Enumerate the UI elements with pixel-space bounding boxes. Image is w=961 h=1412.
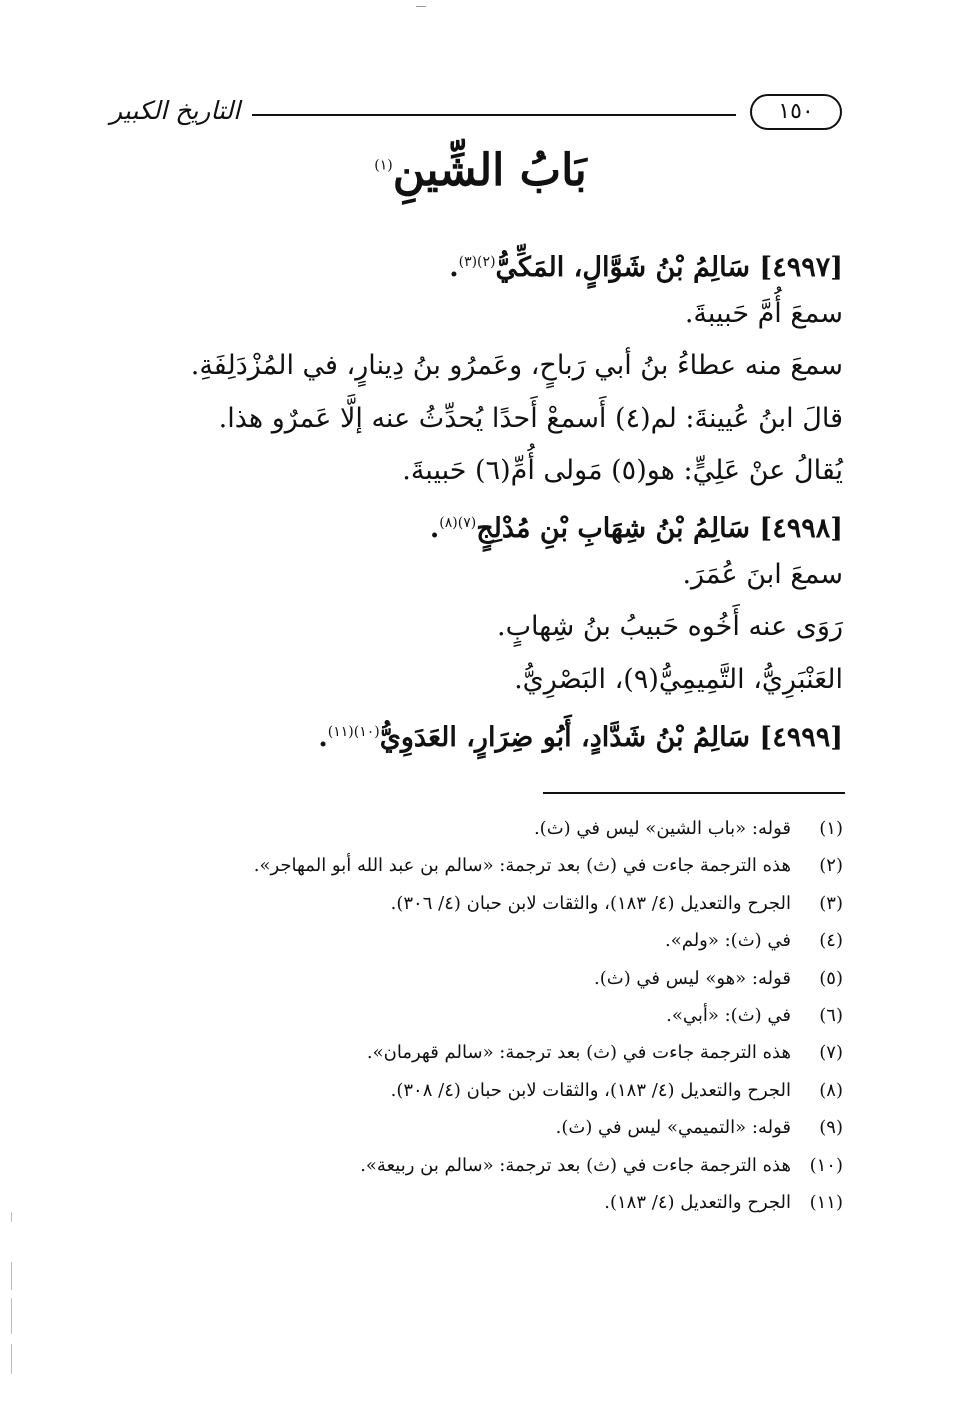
page-header: [104, 92, 846, 136]
footnote-separator: [543, 792, 845, 794]
footnote-text: قوله: «باب الشين» ليس في (ث).: [533, 818, 791, 839]
entry-name: سَالِمُ بْنُ شَدَّادٍ، أَبُو ضِرَارٍ، العَدَوِيُّ: [379, 721, 751, 753]
footnote-number: (١): [819, 818, 843, 839]
entry-footnote-refs: (٧)(٨): [439, 514, 477, 531]
footnote: [123, 1034, 843, 1071]
margin-mark: [11, 1344, 12, 1374]
header-rule: [252, 114, 736, 116]
footnote: [123, 1147, 843, 1184]
text-line: سمعَ ابنَ عُمَرَ.: [682, 559, 843, 591]
biography-entry-heading: [123, 706, 843, 758]
entry-number: [٤٩٩٨]: [759, 512, 843, 544]
footnote: [123, 885, 843, 922]
footnote-number: (٤): [819, 930, 843, 952]
biography-entry-heading: [123, 236, 843, 288]
footnote-number: (٦): [819, 1004, 843, 1026]
footnote-text: هذه الترجمة جاءت في (ث) بعد ترجمة: «سالم بن عبد الله أبو المهاجر».: [253, 855, 791, 877]
margin-mark: [11, 1298, 12, 1334]
text-line: رَوَى عنه أَخُوه حَبيبُ بنُ شِهابٍ.: [496, 611, 843, 643]
biography-entry-heading: [123, 497, 843, 549]
text-line: يُقالُ عنْ عَلِيٍّ: هو(٥) مَولى أُمِّ(٦) حَبيبةَ.: [402, 454, 843, 486]
footnote-text: هذه الترجمة جاءت في (ث) بعد ترجمة: «سالم قهرمان».: [366, 1042, 791, 1064]
footnote: [123, 847, 843, 884]
footnote-text: في (ث): «أبي».: [666, 1004, 791, 1026]
running-title: التاريخ الكبير: [110, 96, 241, 125]
main-text: [123, 236, 843, 758]
chapter-title: [0, 145, 961, 196]
entry-end-mark: .: [318, 721, 328, 753]
footnote: [123, 810, 843, 847]
footnote-text: الجرح والتعديل (٤/ ١٨٣)، والثقات لابن حبان (٤/ ٣٠٦).: [390, 892, 791, 914]
entry-name: سَالِمُ بْنُ شَوَّالٍ، المَكِّيُّ: [495, 252, 751, 283]
footnote-number: (١١): [809, 1191, 843, 1213]
entry-end-mark: .: [449, 252, 459, 283]
entry-end-mark: .: [429, 512, 440, 544]
entry-name: سَالِمُ بْنُ شِهَابِ بْنِ مُدْلِجٍ: [476, 512, 751, 544]
text-line: سمعَ أُمَّ حَبيبةَ.: [684, 298, 843, 330]
footnote-number: (٧): [819, 1042, 843, 1064]
chapter-title-text: بَابُ الشِّينِ: [392, 145, 587, 196]
footnote-number: (٩): [819, 1117, 843, 1139]
footnote-number: (٣): [819, 892, 843, 914]
text-line: سمعَ منه عطاءُ بنُ أبي رَباحٍ، وعَمرُو بنُ دِينارٍ، في المُزْدَلِفَةِ.: [190, 350, 843, 382]
entry-footnote-refs: (١٠)(١١): [327, 723, 380, 740]
text-line: قالَ ابنُ عُيينةَ: لم(٤) أَسمعْ أَحدًا يُحدِّثُ عنه إلَّا عَمرٌو هذا.: [218, 402, 843, 434]
footnote: [123, 1184, 843, 1221]
entry-number: [٤٩٩٧]: [759, 252, 843, 283]
footnote-text: في (ث): «ولم».: [664, 930, 791, 952]
footnote: [123, 960, 843, 997]
footnote-text: الجرح والتعديل (٤/ ١٨٣).: [604, 1191, 791, 1213]
entry-footnote-refs: (٢)(٣): [458, 254, 496, 270]
footnote-number: (٥): [819, 967, 843, 989]
page-number: ١٥٠: [750, 94, 842, 130]
entry-number: [٤٩٩٩]: [759, 721, 843, 753]
footnote-text: هذه الترجمة جاءت في (ث) بعد ترجمة: «سالم بن ربيعة».: [360, 1154, 791, 1176]
scan-mark: [416, 6, 426, 7]
footnotes-list: [123, 810, 843, 1221]
footnote-text: قوله: «التميمي» ليس في (ث).: [555, 1117, 791, 1139]
text-line: العَنْبَرِيُّ، التَّمِيمِيُّ(٩)، البَصْرِيُّ.: [514, 663, 843, 695]
footnote-text: قوله: «هو» ليس في (ث).: [594, 967, 791, 989]
footnote: [123, 1109, 843, 1146]
footnote-text: الجرح والتعديل (٤/ ١٨٣)، والثقات لابن حبان (٤/ ٣٠٨).: [390, 1079, 791, 1101]
footnote-number: (٢): [819, 855, 843, 877]
footnote-number: (٨): [819, 1079, 843, 1101]
footnote: [123, 922, 843, 959]
margin-mark: [11, 1262, 12, 1290]
footnote: [123, 1072, 843, 1109]
margin-mark: [11, 1212, 12, 1222]
chapter-footnote-ref: (١): [374, 157, 393, 174]
footnote: [123, 997, 843, 1034]
footnote-number: (١٠): [809, 1154, 843, 1176]
